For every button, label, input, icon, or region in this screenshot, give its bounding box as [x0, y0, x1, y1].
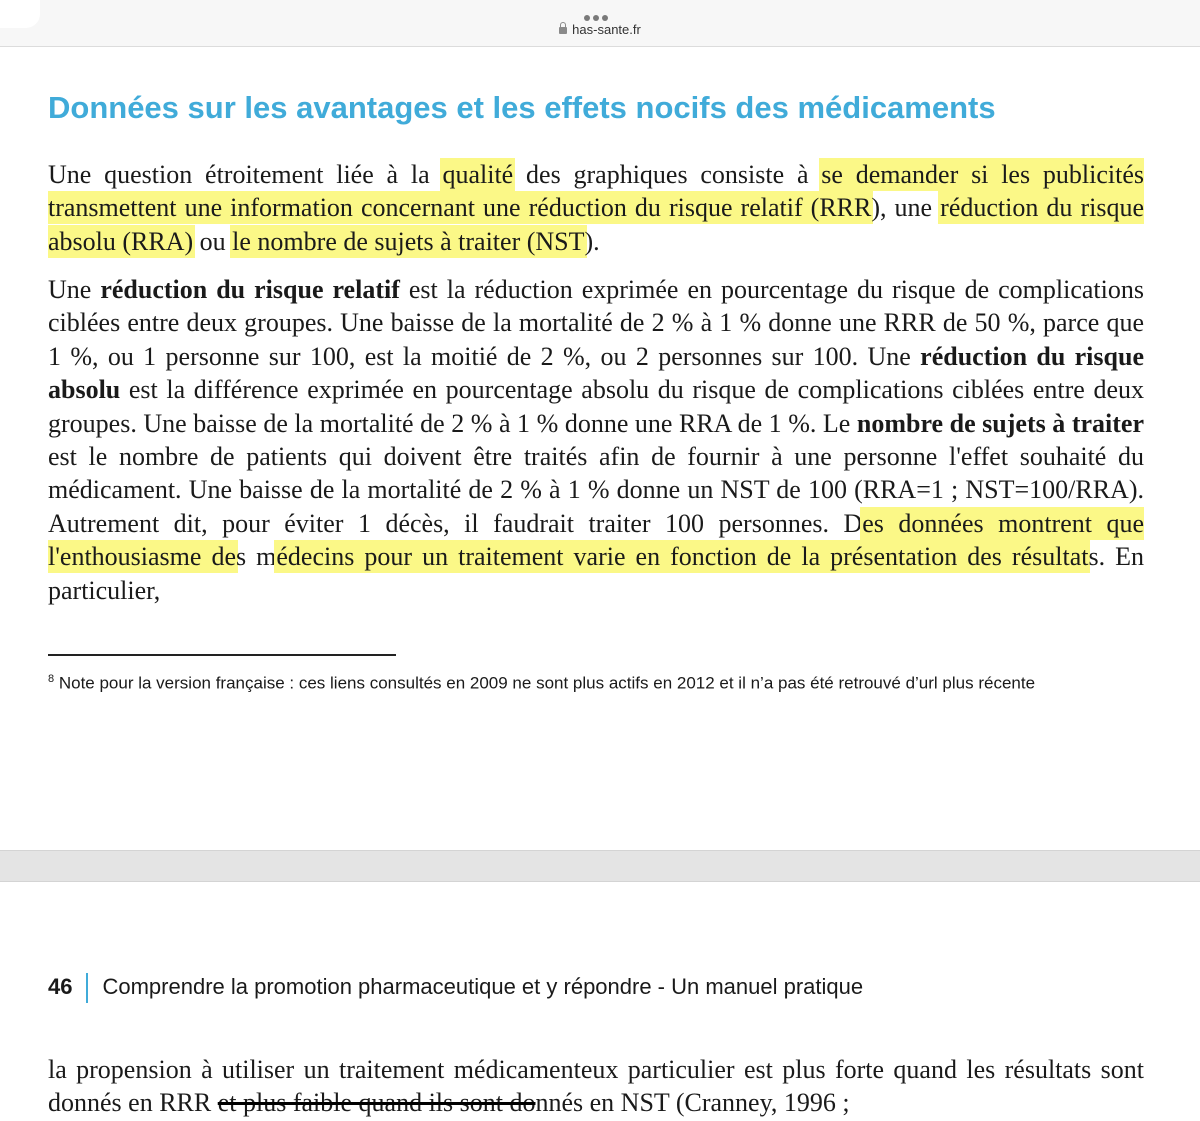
bold-term: réduction du risque absolu — [48, 341, 1144, 405]
footnote-divider — [48, 654, 396, 656]
strikethrough-span: et plus faible quand ils sont do — [217, 1088, 536, 1118]
highlight-span: qualité — [442, 160, 514, 189]
text-span: la propension à utiliser un traitement médicamenteux particulier est plus forte quand les résultats sont donnés en RRR — [48, 1055, 1144, 1118]
footnote — [48, 668, 1128, 695]
text-span: est la réduction exprimée en pourcentage du risque de complications ciblées entre deux groupes. Une baisse de la mortalité de 2 % à 1 % donne une RRR de 50 %, parce que 1 %, ou 1 personne sur 100, est la moitié de 2 %, ou 2 personnes sur 100. Une — [48, 275, 1144, 371]
header-separator — [86, 973, 88, 1003]
lock-icon — [559, 27, 567, 34]
bold-term: nombre de sujets à traiter — [856, 408, 1144, 438]
page-number: 46 — [48, 974, 73, 999]
footnote-number: 8 — [48, 673, 55, 685]
footnote-text: Note pour la version française : ces liens consultés en 2009 ne sont plus actifs en 2012 et il n’a pas été retrouvé d’url plus récente — [54, 673, 1036, 693]
running-header — [48, 970, 863, 1004]
paragraph-continuation — [48, 1053, 1144, 1120]
text-span: nnés en NST (Cranney, 1996 ; — [535, 1088, 850, 1118]
section-heading: Données sur les avantages et les effets nocifs des médicaments — [48, 90, 996, 125]
highlight-span: édecins pour un traitement varie en fonction de la présentation des résultat — [276, 542, 1089, 572]
text-span: s m — [236, 542, 277, 572]
address-bar[interactable] — [0, 22, 1200, 37]
text-span: s. En particulier, — [48, 542, 1144, 605]
text-span: des graphiques consiste à — [513, 160, 822, 189]
text-span: ), une — [871, 193, 941, 223]
highlight-span: le nombre de sujets à traiter (NST — [232, 226, 585, 256]
browser-toolbar — [0, 0, 1200, 47]
text-span: est la différence exprimée en pourcentage absolu du risque de complications ciblées entre deux groupes. Une baisse de la mortalité de 2 % à 1 % donne une RRA de 1 %. Le — [48, 375, 1144, 438]
paragraph-definitions — [48, 273, 1144, 607]
url-text: has-sante.fr — [572, 22, 641, 37]
text-span: Une — [48, 275, 101, 304]
bold-term: réduction du risque relatif — [100, 275, 400, 304]
text-span: est le nombre de patients qui doivent être traités afin de fournir à une personne l'effet souhaité du médicament. Une baisse de la mortalité de 2 % à 1 % donne un NST de 100 (RRA=1 ; NST=100/RRA). Autrement dit, pour éviter 1 décès, il faudrait traiter 100 personnes. D — [48, 442, 1144, 538]
more-options-icon[interactable] — [584, 8, 616, 16]
highlight-span: es données montrent que l'enthousiasme de — [48, 508, 1145, 572]
paragraph-intro — [48, 158, 1144, 258]
page-separator — [0, 850, 1200, 882]
document-title: Comprendre la promotion pharmaceutique et y répondre - Un manuel pratique — [102, 974, 864, 999]
highlight-span: réduction du risque absolu (RRA) — [48, 193, 1144, 256]
text-span: ou — [193, 226, 233, 256]
text-span: ). — [584, 226, 600, 256]
text-span: Une question étroitement liée à la — [48, 160, 443, 189]
highlight-span: se demander si les publicités transmettent une information concernant une réduction du risque relatif (RRR — [48, 160, 1144, 223]
